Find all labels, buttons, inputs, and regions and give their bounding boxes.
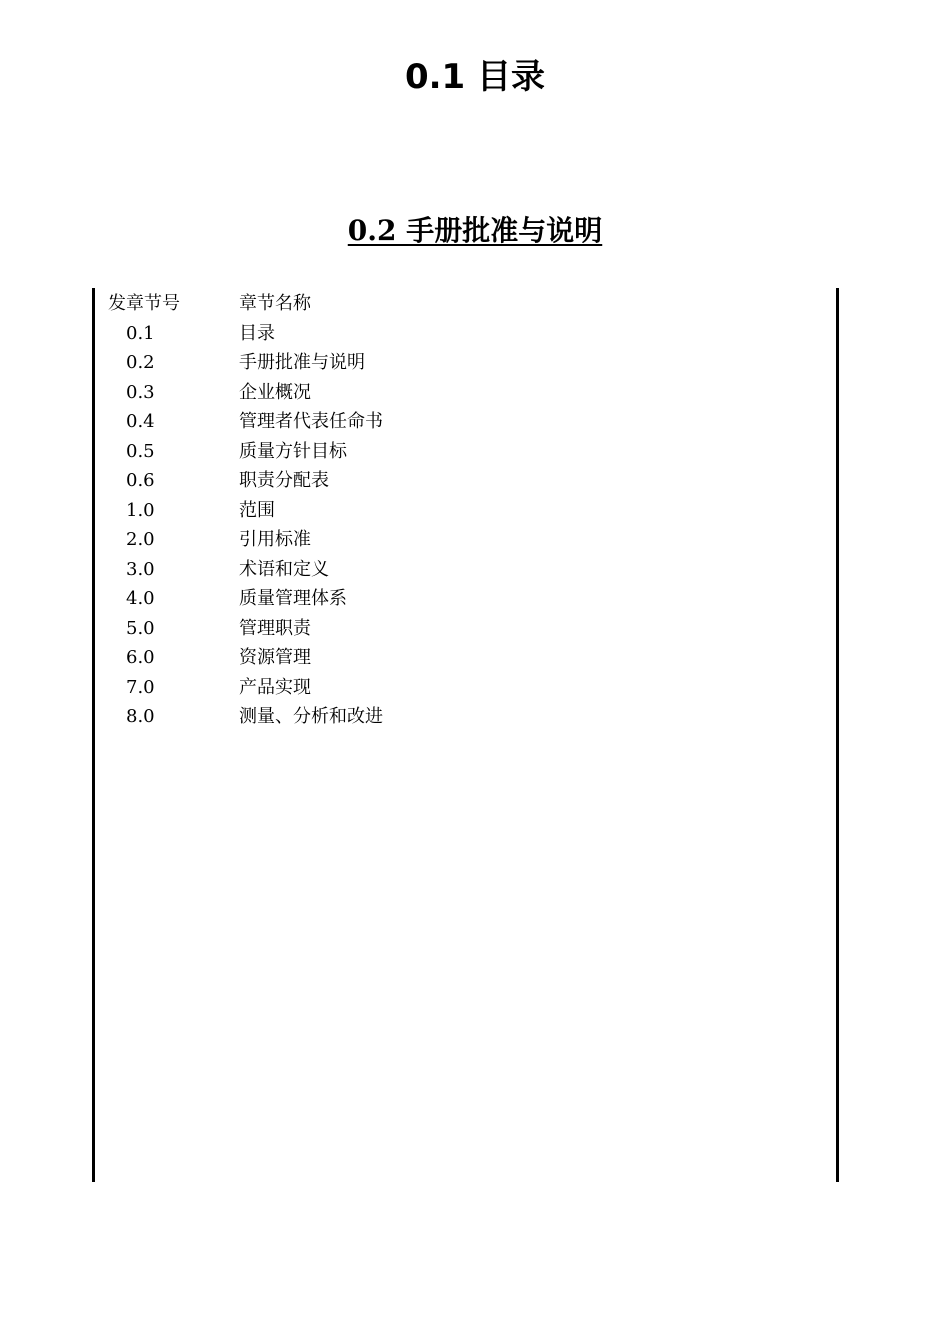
toc-chapter-name: 管理者代表任命书 (239, 411, 383, 432)
toc-row (108, 378, 808, 408)
toc-chapter-name: 手册批准与说明 (239, 352, 365, 373)
toc-chapter-name: 术语和定义 (239, 558, 329, 580)
toc-row (108, 466, 808, 496)
toc-header-number: 发章节号 (108, 293, 180, 314)
toc-chapter-number: 0.6 (126, 470, 155, 491)
toc-rows (108, 319, 808, 732)
toc-row (108, 525, 808, 555)
toc-chapter-number: 0.1 (126, 322, 155, 344)
toc-chapter-name: 范围 (239, 499, 275, 521)
page-title: 0.1 目录 (404, 57, 546, 97)
toc-chapter-number: 0.5 (126, 440, 155, 462)
toc-row (108, 437, 808, 467)
toc-chapter-name: 职责分配表 (239, 470, 329, 491)
left-border-line (92, 288, 95, 1182)
toc-chapter-name: 资源管理 (239, 647, 311, 668)
section-title: 0.2 手册批准与说明 (347, 214, 603, 247)
toc-row (108, 673, 808, 703)
toc-row (108, 407, 808, 437)
toc-chapter-name: 企业概况 (239, 381, 311, 403)
toc-chapter-name: 测量、分析和改进 (239, 706, 383, 727)
toc-chapter-number: 0.4 (126, 411, 155, 432)
toc-header-row (108, 289, 808, 319)
toc-chapter-name: 质量方针目标 (239, 440, 347, 462)
toc-chapter-name: 质量管理体系 (239, 588, 347, 609)
table-of-contents (108, 289, 808, 732)
toc-chapter-number: 6.0 (126, 647, 155, 668)
toc-header-name: 章节名称 (239, 293, 311, 314)
toc-chapter-number: 8.0 (126, 706, 155, 727)
toc-chapter-number: 3.0 (126, 558, 155, 580)
toc-chapter-name: 引用标准 (239, 529, 311, 550)
toc-row (108, 614, 808, 644)
toc-chapter-number: 4.0 (126, 588, 155, 609)
toc-row (108, 702, 808, 732)
toc-row (108, 348, 808, 378)
toc-row (108, 584, 808, 614)
toc-row (108, 643, 808, 673)
toc-row (108, 555, 808, 585)
toc-chapter-number: 1.0 (126, 499, 155, 521)
toc-chapter-name: 管理职责 (239, 617, 311, 639)
toc-row (108, 496, 808, 526)
toc-chapter-number: 0.2 (126, 352, 155, 373)
toc-chapter-name: 产品实现 (239, 676, 311, 698)
toc-chapter-number: 7.0 (126, 676, 155, 698)
toc-chapter-number: 2.0 (126, 529, 155, 550)
toc-chapter-number: 5.0 (126, 617, 155, 639)
right-border-line (836, 288, 839, 1182)
toc-chapter-name: 目录 (239, 322, 275, 344)
toc-row (108, 319, 808, 349)
toc-chapter-number: 0.3 (126, 381, 155, 403)
